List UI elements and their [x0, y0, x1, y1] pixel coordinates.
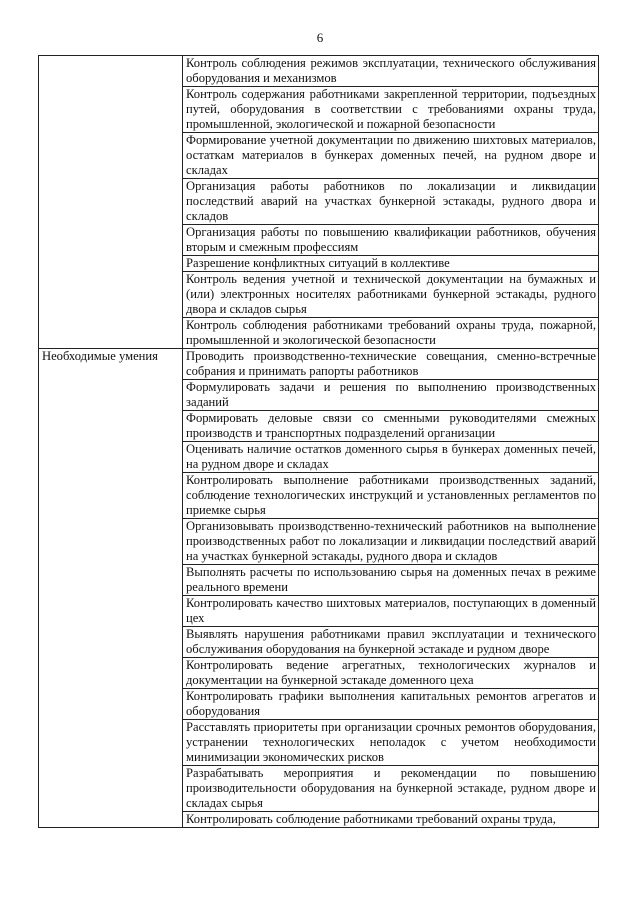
row-label-cell	[39, 56, 183, 349]
row-text-cell: Контролировать качество шихтовых материалов, поступающих в доменный цех	[183, 596, 599, 627]
row-text-cell: Разрешение конфликтных ситуаций в коллективе	[183, 256, 599, 272]
row-text-cell: Формирование учетной документации по движению шихтовых материалов, остаткам материалов в бункерах доменных печей, на рудном дворе и складах	[183, 133, 599, 179]
table-row	[39, 349, 599, 380]
row-text-cell: Контроль соблюдения режимов эксплуатации, технического обслуживания оборудования и механизмов	[183, 56, 599, 87]
row-text-cell: Расставлять приоритеты при организации срочных ремонтов оборудования, устранении технологических неполадок с учетом необходимости минимизации экономических рисков	[183, 720, 599, 766]
row-text-cell: Контролировать ведение агрегатных, технологических журналов и документации на бункерной эстакаде доменного цеха	[183, 658, 599, 689]
page-number: 6	[316, 30, 324, 45]
row-text-cell: Контроль соблюдения работниками требований охраны труда, пожарной, промышленной и экологической безопасности	[183, 318, 599, 349]
row-label-cell: Необходимые умения	[39, 349, 183, 828]
row-text-cell: Контролировать выполнение работниками производственных заданий, соблюдение технологических инструкций и установленных регламентов по приемке сырья	[183, 473, 599, 519]
row-text-cell: Контролировать соблюдение работниками требований охраны труда,	[183, 812, 599, 828]
row-text-cell: Формулировать задачи и решения по выполнению производственных заданий	[183, 380, 599, 411]
row-text-cell: Выявлять нарушения работниками правил эксплуатации и технического обслуживания оборудования на бункерной эстакаде и рудном дворе	[183, 627, 599, 658]
row-text-cell: Организация работы по повышению квалификации работников, обучения вторым и смежным профессиям	[183, 225, 599, 256]
table-row	[39, 56, 599, 87]
row-text-cell: Проводить производственно-технические совещания, сменно-встречные собрания и принимать рапорты работников	[183, 349, 599, 380]
row-text-cell: Организация работы работников по локализации и ликвидации последствий аварий на участках бункерной эстакады, рудного двора и складов	[183, 179, 599, 225]
row-text-cell: Оценивать наличие остатков доменного сырья в бункерах доменных печей, на рудном дворе и складах	[183, 442, 599, 473]
row-text-cell: Разрабатывать мероприятия и рекомендации по повышению производительности оборудования на бункерной эстакаде, рудном дворе и складах сырья	[183, 766, 599, 812]
row-text-cell: Выполнять расчеты по использованию сырья на доменных печах в режиме реального времени	[183, 565, 599, 596]
row-text-cell: Организовывать производственно-технический работников на выполнение производственных работ по локализации и ликвидации последствий аварий на участках бункерной эстакады, рудного двора и складов	[183, 519, 599, 565]
row-text-cell: Контроль ведения учетной и технической документации на бумажных и (или) электронных носителях работниками бункерной эстакады, рудного двора и складов сырья	[183, 272, 599, 318]
row-text-cell: Контролировать графики выполнения капитальных ремонтов агрегатов и оборудования	[183, 689, 599, 720]
requirements-table	[38, 55, 599, 828]
row-text-cell: Контроль содержания работниками закрепленной территории, подъездных путей, оборудования в соответствии с требованиями охраны труда, промышленной, экологической и пожарной безопасности	[183, 87, 599, 133]
row-text-cell: Формировать деловые связи со сменными руководителями смежных производств и транспортных подразделений организации	[183, 411, 599, 442]
